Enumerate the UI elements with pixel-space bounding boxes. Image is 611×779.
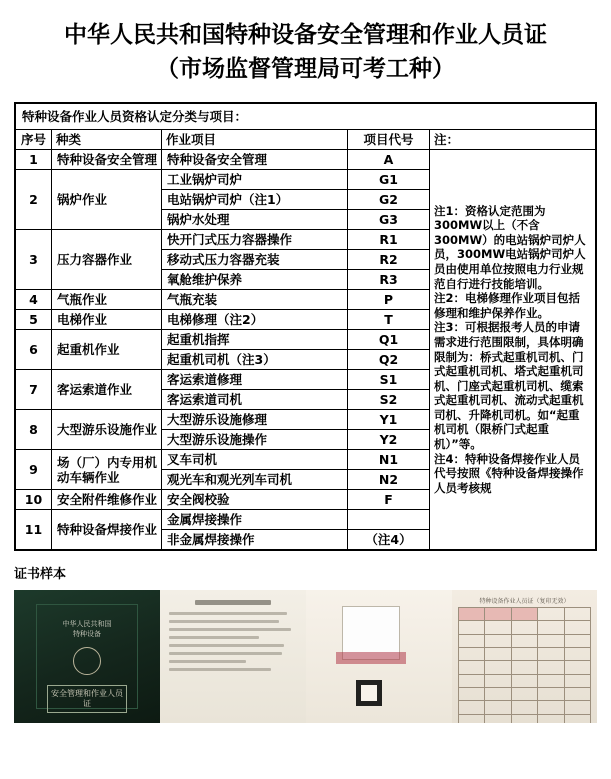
cell-kind: 电梯作业 [52,310,162,330]
cell-item: 快开门式压力容器操作 [162,230,348,250]
cell-code: S2 [348,390,430,410]
table-caption: 特种设备作业人员资格认定分类与项目： [16,104,596,130]
cell-kind: 锅炉作业 [52,170,162,230]
cell-code: Y1 [348,410,430,430]
certificate-photo-page [306,590,452,723]
notes-cell [430,150,596,550]
cell-no: 9 [16,450,52,490]
table-header-row [16,130,596,150]
cover-band-text: 安全管理和作业人员证 [47,685,127,713]
cover-kind-text: 特种设备 [73,630,101,638]
grid-page-title: 特种设备作业人员证（复印无效） [479,598,570,605]
cell-kind: 场（厂）内专用机动车辆作业 [52,450,162,490]
cell-no: 4 [16,290,52,310]
cover-nation-text: 中华人民共和国 [62,620,112,628]
table-row [16,150,596,170]
header-item: 作业项目 [162,130,348,150]
header-note: 注： [430,130,596,150]
sample-label: 证书样本 [14,567,67,582]
cell-no: 11 [16,510,52,550]
cell-code: Q1 [348,330,430,350]
cell-item: 观光车和观光列车司机 [162,470,348,490]
cover-inner [36,604,138,709]
cell-item: 气瓶充装 [162,290,348,310]
cell-code: N2 [348,470,430,490]
cell-item: 起重机指挥 [162,330,348,350]
note-2: 注2：电梯修理作业项目包括修理和维护保养作业。 [434,291,581,320]
text-page-heading [195,600,272,605]
cell-kind: 起重机作业 [52,330,162,370]
cell-code: F [348,490,430,510]
cell-kind: 安全附件维修作业 [52,490,162,510]
cell-no: 2 [16,170,52,230]
cell-code: G3 [348,210,430,230]
cell-code: G1 [348,170,430,190]
cell-code: R1 [348,230,430,250]
cell-no: 8 [16,410,52,450]
cell-item: 特种设备安全管理 [162,150,348,170]
national-emblem-icon [73,647,101,675]
red-stamp-icon [336,652,406,664]
cell-kind: 特种设备安全管理 [52,150,162,170]
cell-item: 电梯修理（注2） [162,310,348,330]
qr-code-icon [356,680,382,706]
cell-no: 1 [16,150,52,170]
cell-code: R3 [348,270,430,290]
certificate-grid-page [452,590,597,723]
cell-code: N1 [348,450,430,470]
text-page-lines [169,612,297,671]
cell-kind: 气瓶作业 [52,290,162,310]
cell-item: 大型游乐设施操作 [162,430,348,450]
cell-item: 叉车司机 [162,450,348,470]
cell-item: 锅炉水处理 [162,210,348,230]
page-title [14,0,597,86]
cell-no: 10 [16,490,52,510]
cell-item: 移动式压力容器充装 [162,250,348,270]
title-line-2: （市场监督管理局可考工种） [156,56,455,82]
grid-page-table [458,607,591,723]
cell-item: 工业锅炉司炉 [162,170,348,190]
cell-code: P [348,290,430,310]
cell-item: 安全阀校验 [162,490,348,510]
note-3: 注3：可根据报考人员的申请需求进行范围限制，具体明确限制为：桥式起重机司机、门式起重机司机、塔式起重机司机、门座式起重机司机、缆索式起重机司机、流动式起重机司机、升降机司机。如“起重机司机（限桥门式起重机）”等。 [434,320,584,452]
certificate-text-page [160,590,306,723]
header-kind: 种类 [52,130,162,150]
cell-code: R2 [348,250,430,270]
cell-item: 氧舱维护保养 [162,270,348,290]
certificate-cover [14,590,160,723]
cell-code: （注4） [348,530,430,550]
note-1: 注1：资格认定范围为300MW以上（不含300MW）的电站锅炉司炉人员，300MW电站锅炉司炉人员由使用单位按照电力行业规范自行进行技能培训。 [434,203,586,291]
cell-code: T [348,310,430,330]
cell-item: 电站锅炉司炉（注1） [162,190,348,210]
certificate-sample-photo [14,590,597,723]
table-caption-row [16,104,596,130]
cell-code: A [348,150,430,170]
note-4: 注4：特种设备焊接作业人员代号按照《特种设备焊接操作人员考核规 [434,451,584,495]
cell-kind: 客运索道作业 [52,370,162,410]
cell-kind: 大型游乐设施作业 [52,410,162,450]
cell-code: Q2 [348,350,430,370]
cell-kind: 特种设备焊接作业 [52,510,162,550]
cell-item: 金属焊接操作 [162,510,348,530]
cell-no: 3 [16,230,52,290]
cell-code: Y2 [348,430,430,450]
cell-no: 6 [16,330,52,370]
cell-no: 5 [16,310,52,330]
cell-code [348,510,430,530]
cell-no: 7 [16,370,52,410]
cell-code: S1 [348,370,430,390]
cell-item: 客运索道修理 [162,370,348,390]
header-code: 项目代号 [348,130,430,150]
header-no: 序号 [16,130,52,150]
cell-item: 非金属焊接操作 [162,530,348,550]
cell-kind: 压力容器作业 [52,230,162,290]
title-line-1: 中华人民共和国特种设备安全管理和作业人员证 [64,22,547,48]
cell-item: 客运索道司机 [162,390,348,410]
cell-item: 大型游乐设施修理 [162,410,348,430]
qualification-table [14,102,597,551]
cell-code: G2 [348,190,430,210]
cell-item: 起重机司机（注3） [162,350,348,370]
